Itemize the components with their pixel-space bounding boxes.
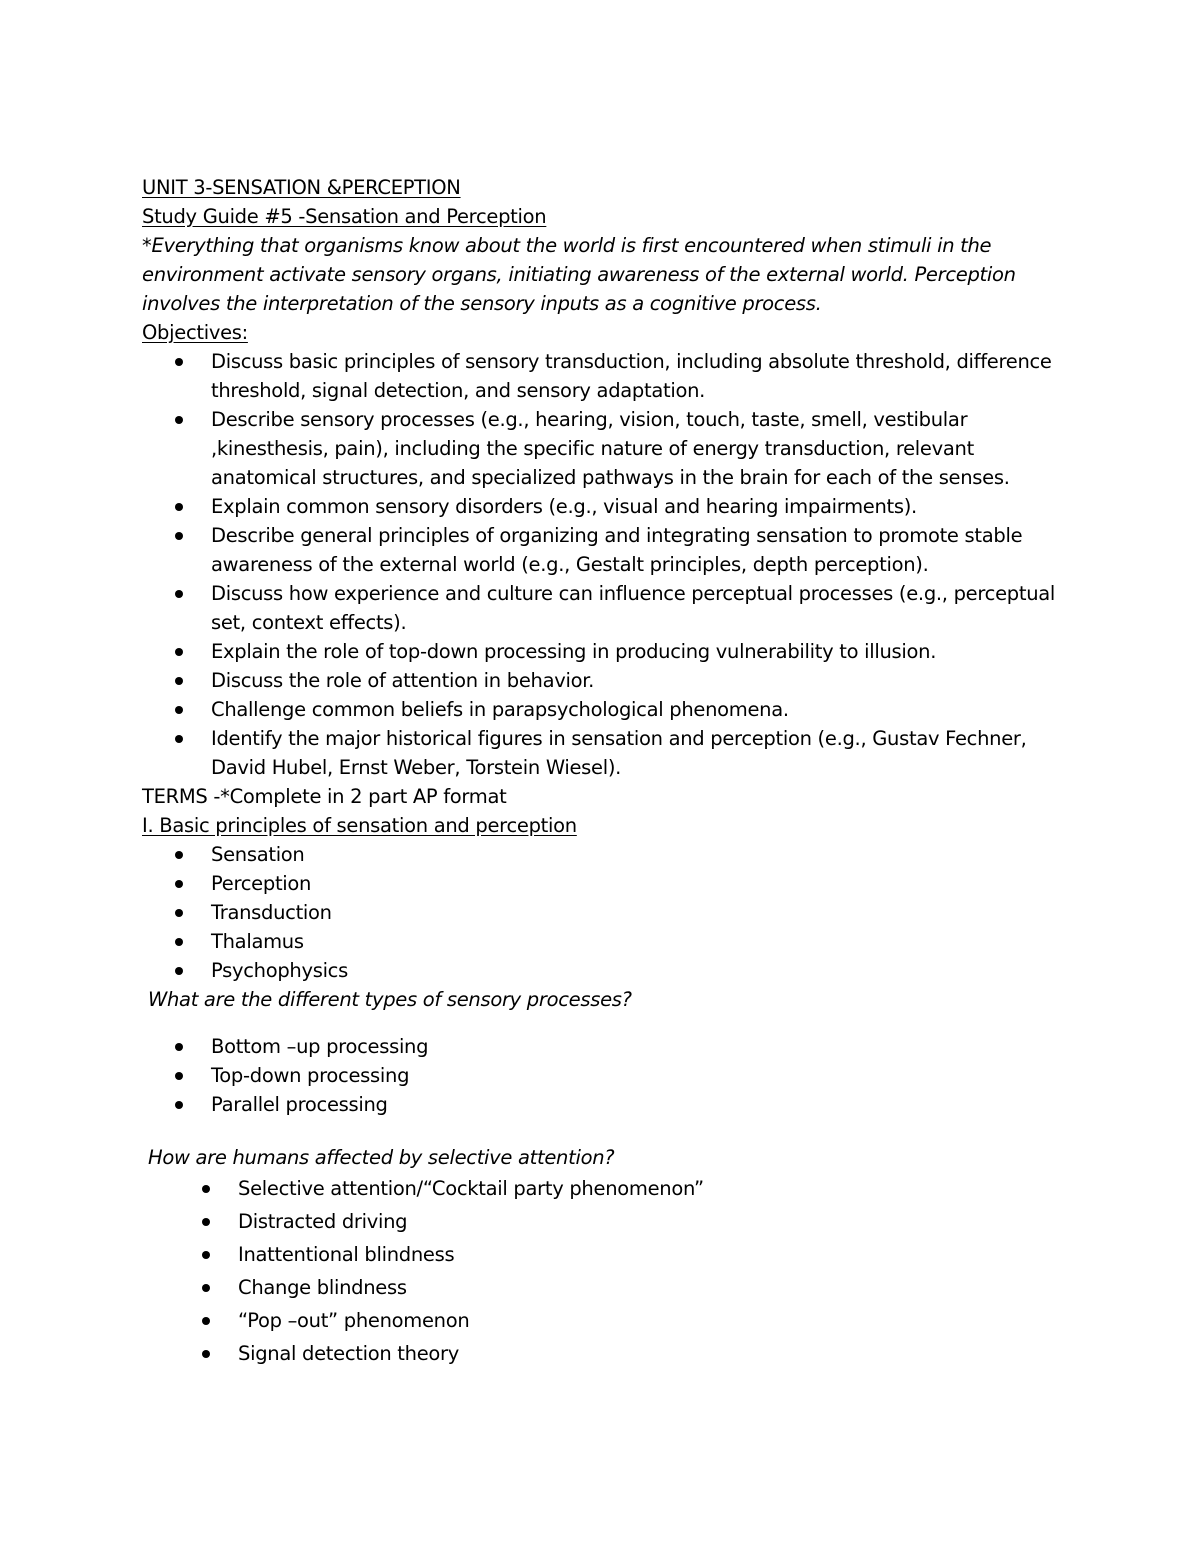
document-body (142, 173, 1062, 1370)
term-item: Inattentional blindness (238, 1238, 1062, 1271)
bullet-icon (175, 416, 183, 424)
unit-title: UNIT 3-SENSATION &PERCEPTION (142, 176, 461, 199)
objective-item: Discuss how experience and culture can influence perceptual processes (e.g., perceptual set, context effects). (211, 579, 1062, 637)
bullet-icon (175, 1043, 183, 1051)
bullet-icon (175, 532, 183, 540)
objective-item: Describe sensory processes (e.g., hearing, vision, touch, taste, smell, vestibular ,kinesthesis, pain), including the specific nature of energy transduction, relevant anatomical structures, and specialized pathways in the brain for each of the senses. (211, 405, 1062, 492)
term-item: Selective attention/“Cocktail party phenomenon” (238, 1172, 1062, 1205)
bullet-icon (175, 735, 183, 743)
term-item: Bottom –up processing (211, 1032, 1062, 1061)
objective-item: Discuss basic principles of sensory transduction, including absolute threshold, difference threshold, signal detection, and sensory adaptation. (211, 347, 1062, 405)
study-guide-title: Study Guide #5 -Sensation and Perception (142, 205, 547, 228)
term-item: “Pop –out” phenomenon (238, 1304, 1062, 1337)
processing-terms-list (142, 1032, 1062, 1119)
bullet-icon (175, 1072, 183, 1080)
term-item: Top-down processing (211, 1061, 1062, 1090)
bullet-icon (202, 1218, 210, 1226)
term-item: Change blindness (238, 1271, 1062, 1304)
objective-item: Challenge common beliefs in parapsychological phenomena. (211, 695, 1062, 724)
spacer (142, 1119, 1062, 1143)
objectives-list (142, 347, 1062, 782)
bullet-icon (175, 851, 183, 859)
objective-item: Discuss the role of attention in behavior. (211, 666, 1062, 695)
term-item: Perception (211, 869, 1062, 898)
objective-item: Identify the major historical figures in sensation and perception (e.g., Gustav Fechner, David Hubel, Ernst Weber, Torstein Wiesel). (211, 724, 1062, 782)
term-item: Signal detection theory (238, 1337, 1062, 1370)
bullet-icon (175, 880, 183, 888)
objective-item: Explain common sensory disorders (e.g., visual and hearing impairments). (211, 492, 1062, 521)
objectives-heading: Objectives: (142, 321, 248, 344)
bullet-icon (175, 677, 183, 685)
section1-heading: I. Basic principles of sensation and perception (142, 814, 577, 837)
terms-heading: TERMS -*Complete in 2 part AP format (142, 785, 507, 808)
bullet-icon (202, 1185, 210, 1193)
intro-paragraph: *Everything that organisms know about the world is first encountered when stimuli in the environment activate sensory organs, initiating awareness of the external world. Perception involves the interpretation of the sensory inputs as a cognitive process. (142, 234, 1016, 315)
term-item: Thalamus (211, 927, 1062, 956)
term-item: Transduction (211, 898, 1062, 927)
bullet-icon (202, 1284, 210, 1292)
term-item: Parallel processing (211, 1090, 1062, 1119)
bullet-icon (175, 358, 183, 366)
bullet-icon (175, 938, 183, 946)
bullet-icon (175, 1101, 183, 1109)
objective-item: Explain the role of top-down processing in producing vulnerability to illusion. (211, 637, 1062, 666)
objective-item: Describe general principles of organizing and integrating sensation to promote stable awareness of the external world (e.g., Gestalt principles, depth perception). (211, 521, 1062, 579)
bullet-icon (202, 1350, 210, 1358)
bullet-icon (175, 590, 183, 598)
bullet-icon (202, 1317, 210, 1325)
attention-terms-list (142, 1172, 1062, 1370)
bullet-icon (175, 648, 183, 656)
question-sensory-processes: What are the different types of sensory processes? (148, 988, 632, 1011)
question-selective-attention: How are humans affected by selective attention? (148, 1146, 615, 1169)
term-item: Psychophysics (211, 956, 1062, 985)
bullet-icon (175, 909, 183, 917)
spacer (142, 1014, 1062, 1032)
bullet-icon (175, 967, 183, 975)
section1-terms-list (142, 840, 1062, 985)
term-item: Sensation (211, 840, 1062, 869)
term-item: Distracted driving (238, 1205, 1062, 1238)
bullet-icon (202, 1251, 210, 1259)
bullet-icon (175, 503, 183, 511)
bullet-icon (175, 706, 183, 714)
